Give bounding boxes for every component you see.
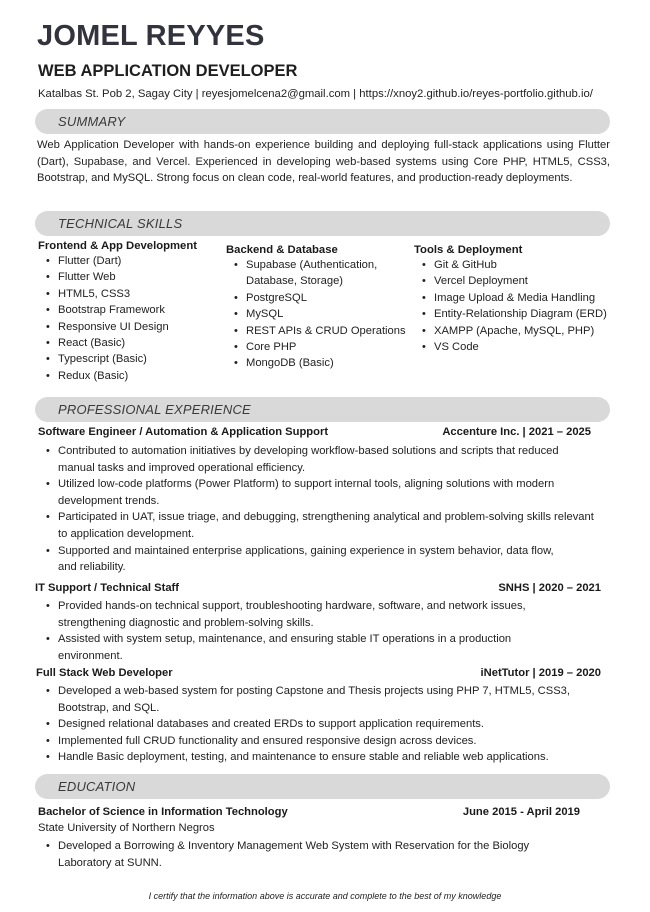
skills-column-title: Backend & Database: [226, 244, 338, 256]
email-link[interactable]: reyesjomelcena2@gmail.com: [201, 88, 351, 100]
section-title: TECHNICAL SKILLS: [58, 216, 183, 231]
candidate-name: JOMEL REYYES: [37, 20, 265, 52]
skills-column-tools: [414, 244, 614, 355]
degree: Bachelor of Science in Information Technology: [38, 806, 288, 818]
skill-item: • Responsive UI Design: [38, 319, 218, 335]
skills-list: [414, 257, 614, 355]
skill-item: • Core PHP: [226, 339, 406, 355]
section-header-education: [35, 774, 610, 799]
job-header: [38, 667, 601, 679]
job-role: Software Engineer / Automation & Application Support: [38, 426, 329, 438]
skill-item: • Typescript (Basic): [38, 351, 218, 367]
skill-item: • REST APIs & CRUD Operations: [226, 323, 406, 339]
skills-list: [38, 253, 218, 384]
skills-list: [226, 257, 406, 372]
skill-item: • Supabase (Authentication, Database, Storage): [226, 257, 406, 290]
job-role: IT Support / Technical Staff: [35, 582, 179, 594]
education-bullets: [38, 838, 598, 871]
job-role: Full Stack Web Developer: [36, 667, 173, 679]
school-name: State University of Northern Negros: [38, 822, 215, 834]
skill-item: • Vercel Deployment: [414, 273, 614, 289]
job-bullet: • Provided hands-on technical support, troubleshooting hardware, software, and network issues, strengthening diagnostic and problem-solving skills.: [38, 598, 598, 631]
skills-column-title: Frontend & App Development: [38, 240, 197, 252]
skill-item: • Flutter Web: [38, 269, 218, 285]
skill-item: • HTML5, CSS3: [38, 286, 218, 302]
skills-column-backend: [226, 244, 406, 372]
job-title: WEB APPLICATION DEVELOPER: [38, 62, 298, 80]
education-dates: June 2015 - April 2019: [462, 806, 580, 818]
skill-item: • Bootstrap Framework: [38, 302, 218, 318]
skill-item: • Flutter (Dart): [38, 253, 218, 269]
skill-item: • Git & GitHub: [414, 257, 614, 273]
skills-column-title: Tools & Deployment: [414, 244, 523, 256]
job-bullet: • Designed relational databases and created ERDs to support application requirements.: [38, 716, 598, 733]
separator: |: [192, 88, 202, 100]
job-bullet: • Contributed to automation initiatives by developing workflow-based solutions and scripts that reduced manual tasks and improved operational efficiency.: [38, 443, 598, 476]
section-title: SUMMARY: [58, 114, 126, 129]
section-header-technical-skills: [35, 211, 610, 236]
job-company-dates: Accenture Inc. | 2021 – 2025: [442, 426, 591, 438]
skill-item: • Image Upload & Media Handling: [414, 290, 614, 306]
job-bullets: [38, 443, 598, 576]
job-header: [35, 582, 601, 594]
summary-text: Web Application Developer with hands-on experience building and deploying full-stack applications using Flutter (Dart), Supabase, and Vercel. Experienced in developing web-based systems using Core PHP, HTML5, CSS3, Bootstrap, and MySQL. Strong focus on clean code, real-world features, and production-ready deployments.: [37, 139, 610, 185]
skills-column-frontend: [38, 240, 218, 384]
website-link[interactable]: https://xnoy2.github.io/reyes-portfolio.github.io/: [359, 88, 593, 100]
education-header: [38, 806, 580, 818]
address: Katalbas St. Pob 2, Sagay City: [38, 88, 193, 100]
job-bullet: • Developed a web-based system for posting Capstone and Thesis projects using PHP 7, HTML5, CSS3, Bootstrap, and SQL.: [38, 683, 598, 716]
job-company-dates: iNetTutor | 2019 – 2020: [480, 667, 601, 679]
section-header-professional-experience: [35, 397, 610, 422]
job-bullet: • Assisted with system setup, maintenance, and ensuring stable IT operations in a production environment.: [38, 631, 598, 664]
job-company-dates: SNHS | 2020 – 2021: [498, 582, 601, 594]
skill-item: • VS Code: [414, 339, 614, 355]
section-title: EDUCATION: [58, 779, 136, 794]
job-bullet: • Utilized low-code platforms (Power Platform) to support internal tools, aligning solutions with modern development trends.: [38, 476, 598, 509]
job-bullet: • Handle Basic deployment, testing, and maintenance to ensure stable and reliable web applications.: [38, 749, 598, 766]
education-bullet: • Developed a Borrowing & Inventory Management Web System with Reservation for the Biology Laboratory at SUNN.: [38, 838, 598, 871]
certification-statement: I certify that the information above is accurate and complete to the best of my knowledge: [148, 891, 502, 901]
job-bullet: • Supported and maintained enterprise applications, gaining experience in system behavior, data flow, and reliability.: [38, 543, 598, 576]
skill-item: • PostgreSQL: [226, 290, 406, 306]
contact-line: [38, 88, 593, 100]
skill-item: • Redux (Basic): [38, 368, 218, 384]
separator: |: [350, 88, 360, 100]
skill-item: • MySQL: [226, 306, 406, 322]
skill-item: • XAMPP (Apache, MySQL, PHP): [414, 323, 614, 339]
section-title: PROFESSIONAL EXPERIENCE: [58, 402, 251, 417]
skill-item: • Entity-Relationship Diagram (ERD): [414, 306, 614, 322]
job-bullets: [38, 683, 598, 766]
job-bullet: • Participated in UAT, issue triage, and debugging, strengthening analytical and problem-solving skills relevant to application development.: [38, 509, 598, 542]
skill-item: • MongoDB (Basic): [226, 355, 406, 371]
skill-item: • React (Basic): [38, 335, 218, 351]
job-bullets: [38, 598, 598, 664]
section-header-summary: [35, 109, 610, 134]
job-header: [38, 426, 591, 438]
job-bullet: • Implemented full CRUD functionality and ensured responsive design across devices.: [38, 733, 598, 750]
